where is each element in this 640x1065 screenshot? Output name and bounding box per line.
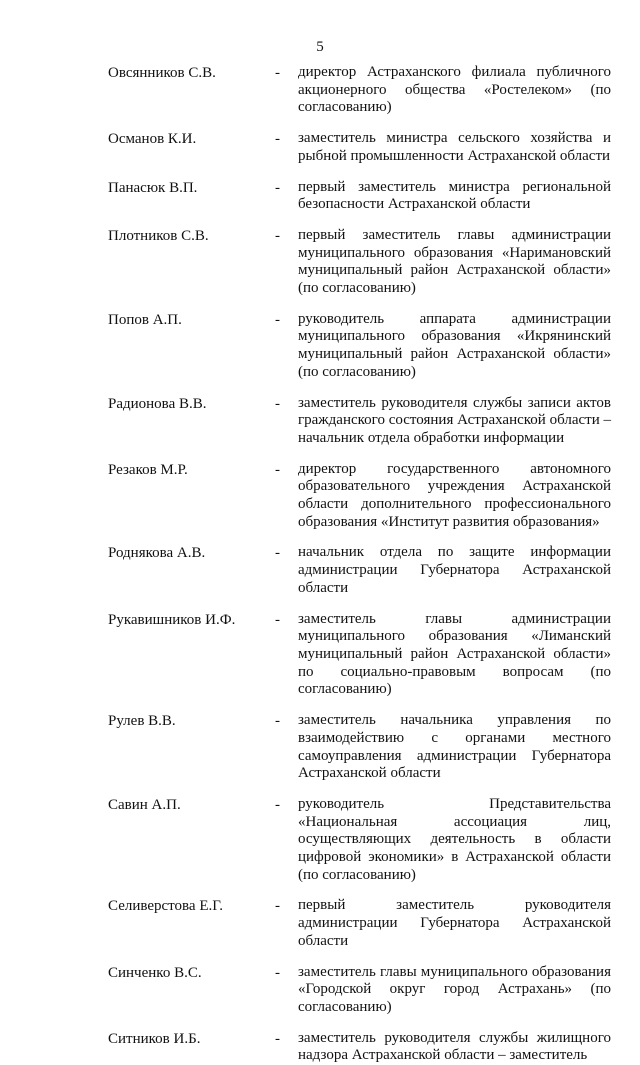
separator-dash: - bbox=[275, 179, 280, 196]
separator-dash: - bbox=[275, 65, 280, 81]
list-item bbox=[0, 611, 640, 700]
list-item bbox=[0, 544, 640, 597]
member-name: Османов К.И. bbox=[108, 131, 197, 148]
separator-dash: - bbox=[275, 395, 280, 412]
list-item bbox=[0, 311, 640, 382]
separator-dash: - bbox=[275, 1030, 280, 1047]
list-item bbox=[0, 64, 640, 117]
member-name: Роднякова А.В. bbox=[108, 545, 206, 562]
member-position: заместитель министра сельского хозяйства и рыбной промышленности Астраханской области bbox=[298, 130, 611, 164]
member-position: заместитель главы администрации муниципального образования «Лиманский муниципальный район Астраханской области» по социально-правовым вопросам (по согласованию) bbox=[298, 610, 611, 698]
member-position: начальник отдела по защите информации администрации Губернатора Астраханской области bbox=[298, 544, 611, 596]
member-name: Синченко В.С. bbox=[108, 964, 202, 981]
member-name: Овсянников С.В. bbox=[108, 65, 216, 81]
member-position: заместитель руководителя службы жилищного надзора Астраханской области – заместитель bbox=[298, 1029, 611, 1064]
separator-dash: - bbox=[275, 611, 280, 628]
member-position: первый заместитель руководителя администрации Губернатора Астраханской области bbox=[298, 897, 611, 949]
separator-dash: - bbox=[275, 796, 280, 813]
list-item bbox=[0, 1030, 640, 1065]
member-position: руководитель аппарата администрации муниципального образования «Икрянинский муниципальный район Астраханской области» (по согласованию) bbox=[298, 310, 611, 380]
list-item bbox=[0, 461, 640, 532]
member-position: директор Астраханского филиала публичного акционерного общества «Ростелеком» (по согласованию) bbox=[298, 64, 611, 116]
member-name: Плотников С.В. bbox=[108, 227, 209, 244]
list-item bbox=[0, 395, 640, 448]
member-name: Радионова В.В. bbox=[108, 395, 207, 412]
list-item bbox=[0, 227, 640, 298]
member-name: Панасюк В.П. bbox=[108, 179, 198, 196]
page-number: 5 bbox=[316, 39, 324, 55]
member-position: первый заместитель главы администрации муниципального образования «Наримановский муниципальный район Астраханской области» (по согласованию) bbox=[298, 226, 611, 297]
members-list bbox=[0, 64, 640, 1065]
separator-dash: - bbox=[275, 311, 280, 328]
list-item bbox=[0, 796, 640, 885]
member-name: Резаков М.Р. bbox=[108, 461, 188, 478]
separator-dash: - bbox=[275, 131, 280, 148]
list-item bbox=[0, 897, 640, 950]
list-item bbox=[0, 130, 640, 165]
member-position: заместитель главы муниципального образования «Городской округ город Астрахань» (по согласованию) bbox=[298, 963, 611, 1015]
member-name: Ситников И.Б. bbox=[108, 1030, 201, 1047]
separator-dash: - bbox=[275, 898, 280, 915]
member-position: заместитель начальника управления по взаимодействию с органами местного самоуправления администрации Губернатора Астраханской области bbox=[298, 712, 611, 782]
separator-dash: - bbox=[275, 545, 280, 562]
member-position: первый заместитель министра региональной безопасности Астраханской области bbox=[298, 178, 611, 213]
member-position: директор государственного автономного образовательного учреждения Астраханской области дополнительного профессионального образования «Институт развития образования» bbox=[298, 460, 611, 530]
list-item bbox=[0, 964, 640, 1017]
separator-dash: - bbox=[275, 713, 280, 730]
member-name: Рулев В.В. bbox=[108, 713, 176, 730]
member-name: Савин А.П. bbox=[108, 796, 181, 813]
member-position: заместитель руководителя службы записи актов гражданского состояния Астраханской области – начальник отдела обработки информации bbox=[298, 394, 611, 446]
member-name: Попов А.П. bbox=[108, 311, 182, 328]
separator-dash: - bbox=[275, 461, 280, 478]
separator-dash: - bbox=[275, 964, 280, 981]
member-position: руководитель Представительства «Национальная ассоциация лиц, осуществляющих деятельность в области цифровой экономики» в Астраханской области (по согласованию) bbox=[298, 795, 611, 883]
list-item bbox=[0, 179, 640, 214]
member-name: Селиверстова Е.Г. bbox=[108, 898, 223, 915]
list-item bbox=[0, 712, 640, 783]
member-name: Рукавишников И.Ф. bbox=[108, 611, 236, 628]
separator-dash: - bbox=[275, 227, 280, 244]
